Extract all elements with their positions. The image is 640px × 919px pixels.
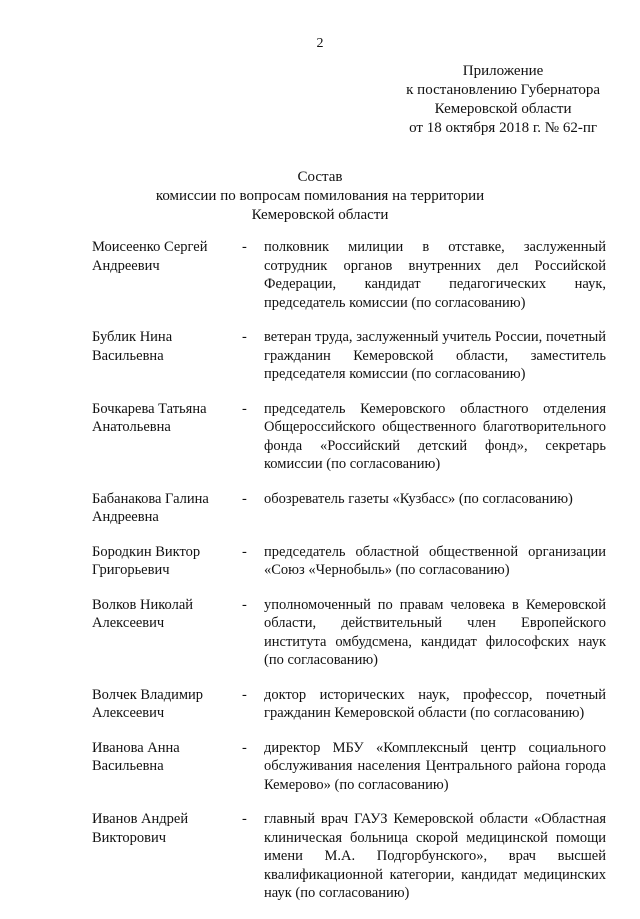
- appendix-line: Кемеровской области: [434, 101, 572, 117]
- member-description: обозреватель газеты «Кузбасс» (по согласованию): [264, 490, 573, 507]
- appendix-header: [406, 62, 600, 138]
- member-description: председатель областной общественной организации «Союз «Чернобыль» (по согласованию): [264, 543, 606, 578]
- member-name: Волков Николай Алексеевич: [92, 596, 194, 631]
- member-name: Иванов Андрей Викторович: [92, 811, 189, 846]
- member-dash: -: [242, 686, 247, 703]
- member-description: директор МБУ «Комплексный центр социального обслуживания населения Центрального района города Кемерово» (по согласованию): [264, 739, 606, 793]
- document-title: [0, 168, 640, 225]
- member-row: [92, 596, 606, 670]
- member-description: председатель Кемеровского областного отделения Общероссийского общественного благотворительного фонда «Российский детский фонд», секретарь комиссии (по согласованию): [264, 400, 606, 472]
- member-row: [92, 686, 606, 723]
- member-name: Иванова Анна Васильевна: [92, 739, 180, 774]
- member-row: [92, 238, 606, 312]
- member-description: ветеран труда, заслуженный учитель России, почетный гражданин Кемеровской области, заместитель председателя комиссии (по согласованию): [264, 329, 606, 382]
- member-name: Бочкарева Татьяна Анатольевна: [92, 400, 207, 435]
- member-dash: -: [242, 329, 247, 345]
- member-dash: -: [242, 239, 247, 255]
- member-name: Моисеенко Сергей Андреевич: [92, 239, 208, 274]
- member-name: Бородкин Виктор Григорьевич: [92, 543, 201, 578]
- member-dash: -: [242, 490, 247, 507]
- member-name: Бублик Нина Васильевна: [92, 329, 173, 364]
- member-description: полковник милиции в отставке, заслуженный сотрудник органов внутренних дел Российской Федерации, кандидат педагогических наук, председатель комиссии (по согласованию): [264, 239, 606, 311]
- member-row: [92, 543, 606, 580]
- member-dash: -: [242, 596, 247, 613]
- member-name: Бабанакова Галина Андреевна: [92, 490, 209, 525]
- member-dash: -: [242, 543, 247, 560]
- member-description: доктор исторических наук, профессор, почетный гражданин Кемеровской области (по согласованию): [264, 686, 606, 721]
- member-row: [92, 810, 606, 903]
- member-list: [92, 238, 606, 919]
- page-number: 2: [316, 36, 324, 51]
- title-line: комиссии по вопросам помилования на территории: [155, 188, 485, 204]
- appendix-date-line: от 18 октября 2018 г. № 62-пг: [409, 120, 598, 136]
- member-row: [92, 490, 606, 527]
- member-dash: -: [242, 811, 247, 827]
- member-description: главный врач ГАУЗ Кемеровской области «Областная клиническая больница скорой медицинской помощи имени М.А. Подгорбунского», врач высшей квалификационной категории, кандидат медицинских наук (по согласованию): [264, 811, 606, 901]
- member-row: [92, 400, 606, 474]
- appendix-line: к постановлению Губернатора: [406, 82, 600, 98]
- member-dash: -: [242, 739, 247, 756]
- appendix-line: Приложение: [462, 63, 544, 79]
- member-description: уполномоченный по правам человека в Кемеровской области, действительный член Европейского института омбудсмена, кандидат философских наук (по согласованию): [264, 596, 606, 668]
- member-row: [92, 739, 606, 795]
- member-name: Волчек Владимир Алексеевич: [92, 686, 204, 721]
- member-dash: -: [242, 400, 247, 417]
- member-row: [92, 328, 606, 384]
- title-line: Состав: [297, 169, 343, 185]
- title-line: Кемеровской области: [251, 207, 389, 223]
